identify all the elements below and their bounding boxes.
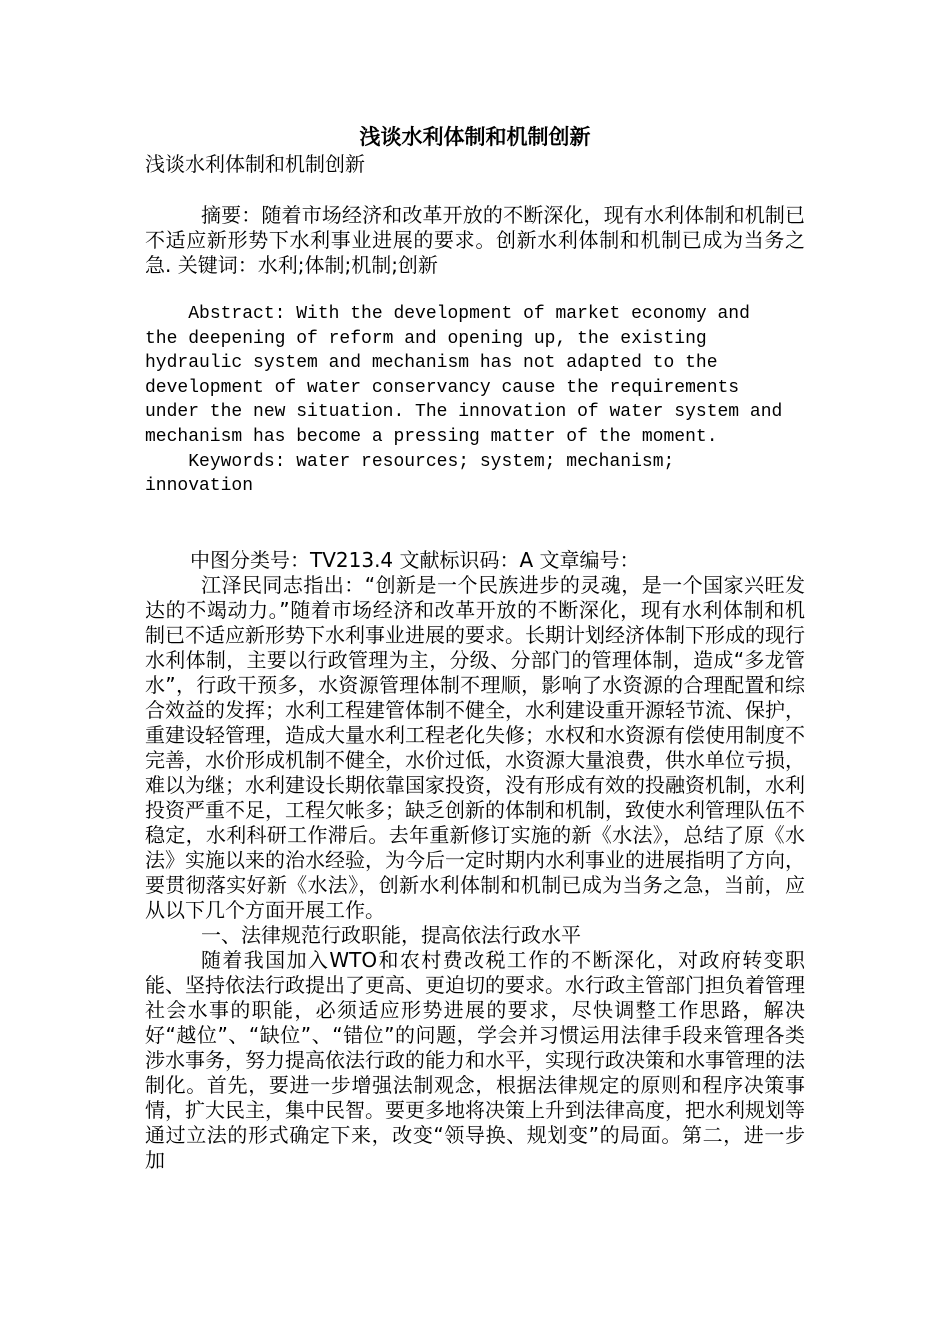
section-heading: 一、法律规范行政职能，提高依法行政水平 [201, 923, 581, 947]
document-subtitle: 浅谈水利体制和机制创新 [145, 152, 365, 176]
classification-line: 中图分类号：TV213.4 文献标识码：A 文章编号： [190, 548, 640, 572]
abstract-english: Abstract: With the development of market economy and the deepening of reform and opening up, the existing hydraulic system and mechanism has not adapted to the development of water conservancy cause the requirements under the new situation. The innovation of water system and mechanism has become a pressing matter of the moment. Keywords: water resources; system; mechanism; innovation [145, 304, 783, 497]
paragraph: 江泽民同志指出：“创新是一个民族进步的灵魂，是一个国家兴旺发达的不竭动力。”随着市场经济和改革开放的不断深化，现有水利体制和机制已不适应新形势下水利事业进展的要求。长期计划经济体制下形成的现行水利体制，主要以行政管理为主，分级、分部门的管理体制，造成“多龙管水”，行政干预多，水资源管理体制不理顺，影响了水资源的合理配置和综合效益的发挥；水利工程建管体制不健全，水利建设重开源轻节流、保护，重建设轻管理，造成大量水利工程老化失修；水权和水资源有偿使用制度不完善，水价形成机制不健全，水价过低，水资源大量浪费，供水单位亏损，难以为继；水利建设长期依靠国家投资，没有形成有效的投融资机制，水利投资严重不足，工程欠帐多；缺乏创新的体制和机制，致使水利管理队伍不稳定，水利科研工作滞后。去年重新修订实施的新《水法》，总结了原《水法》实施以来的治水经验，为今后一定时期内水利事业的进展指明了方向，要贯彻落实好新《水法》，创新水利体制和机制已成为当务之急，当前，应从以下几个方面开展工作。 [145, 573, 805, 922]
abstract-chinese: 摘要：随着市场经济和改革开放的不断深化，现有水利体制和机制已不适应新形势下水利事业进展的要求。创新水利体制和机制已成为当务之急. 关键词：水利;体制;机制;创新 [145, 203, 805, 277]
document-title: 浅谈水利体制和机制创新 [359, 125, 591, 149]
paragraph: 随着我国加入WTO和农村费改税工作的不断深化，对政府转变职能、坚持依法行政提出了更高、更迫切的要求。水行政主管部门担负着管理社会水事的职能，必须适应形势进展的要求，尽快调整工作思路，解决好“越位”、“缺位”、“错位”的问题，学会并习惯运用法律手段来管理各类涉水事务，努力提高依法行政的能力和水平，实现行政决策和水事管理的法制化。首先，要进一步增强法制观念，根据法律规定的原则和程序决策事情，扩大民主，集中民智。要更多地将决策上升到法律高度，把水利规划等通过立法的形式确定下来，改变“领导换、规划变”的局面。第二，进一步加 [145, 948, 805, 1172]
body-text [145, 548, 805, 1173]
